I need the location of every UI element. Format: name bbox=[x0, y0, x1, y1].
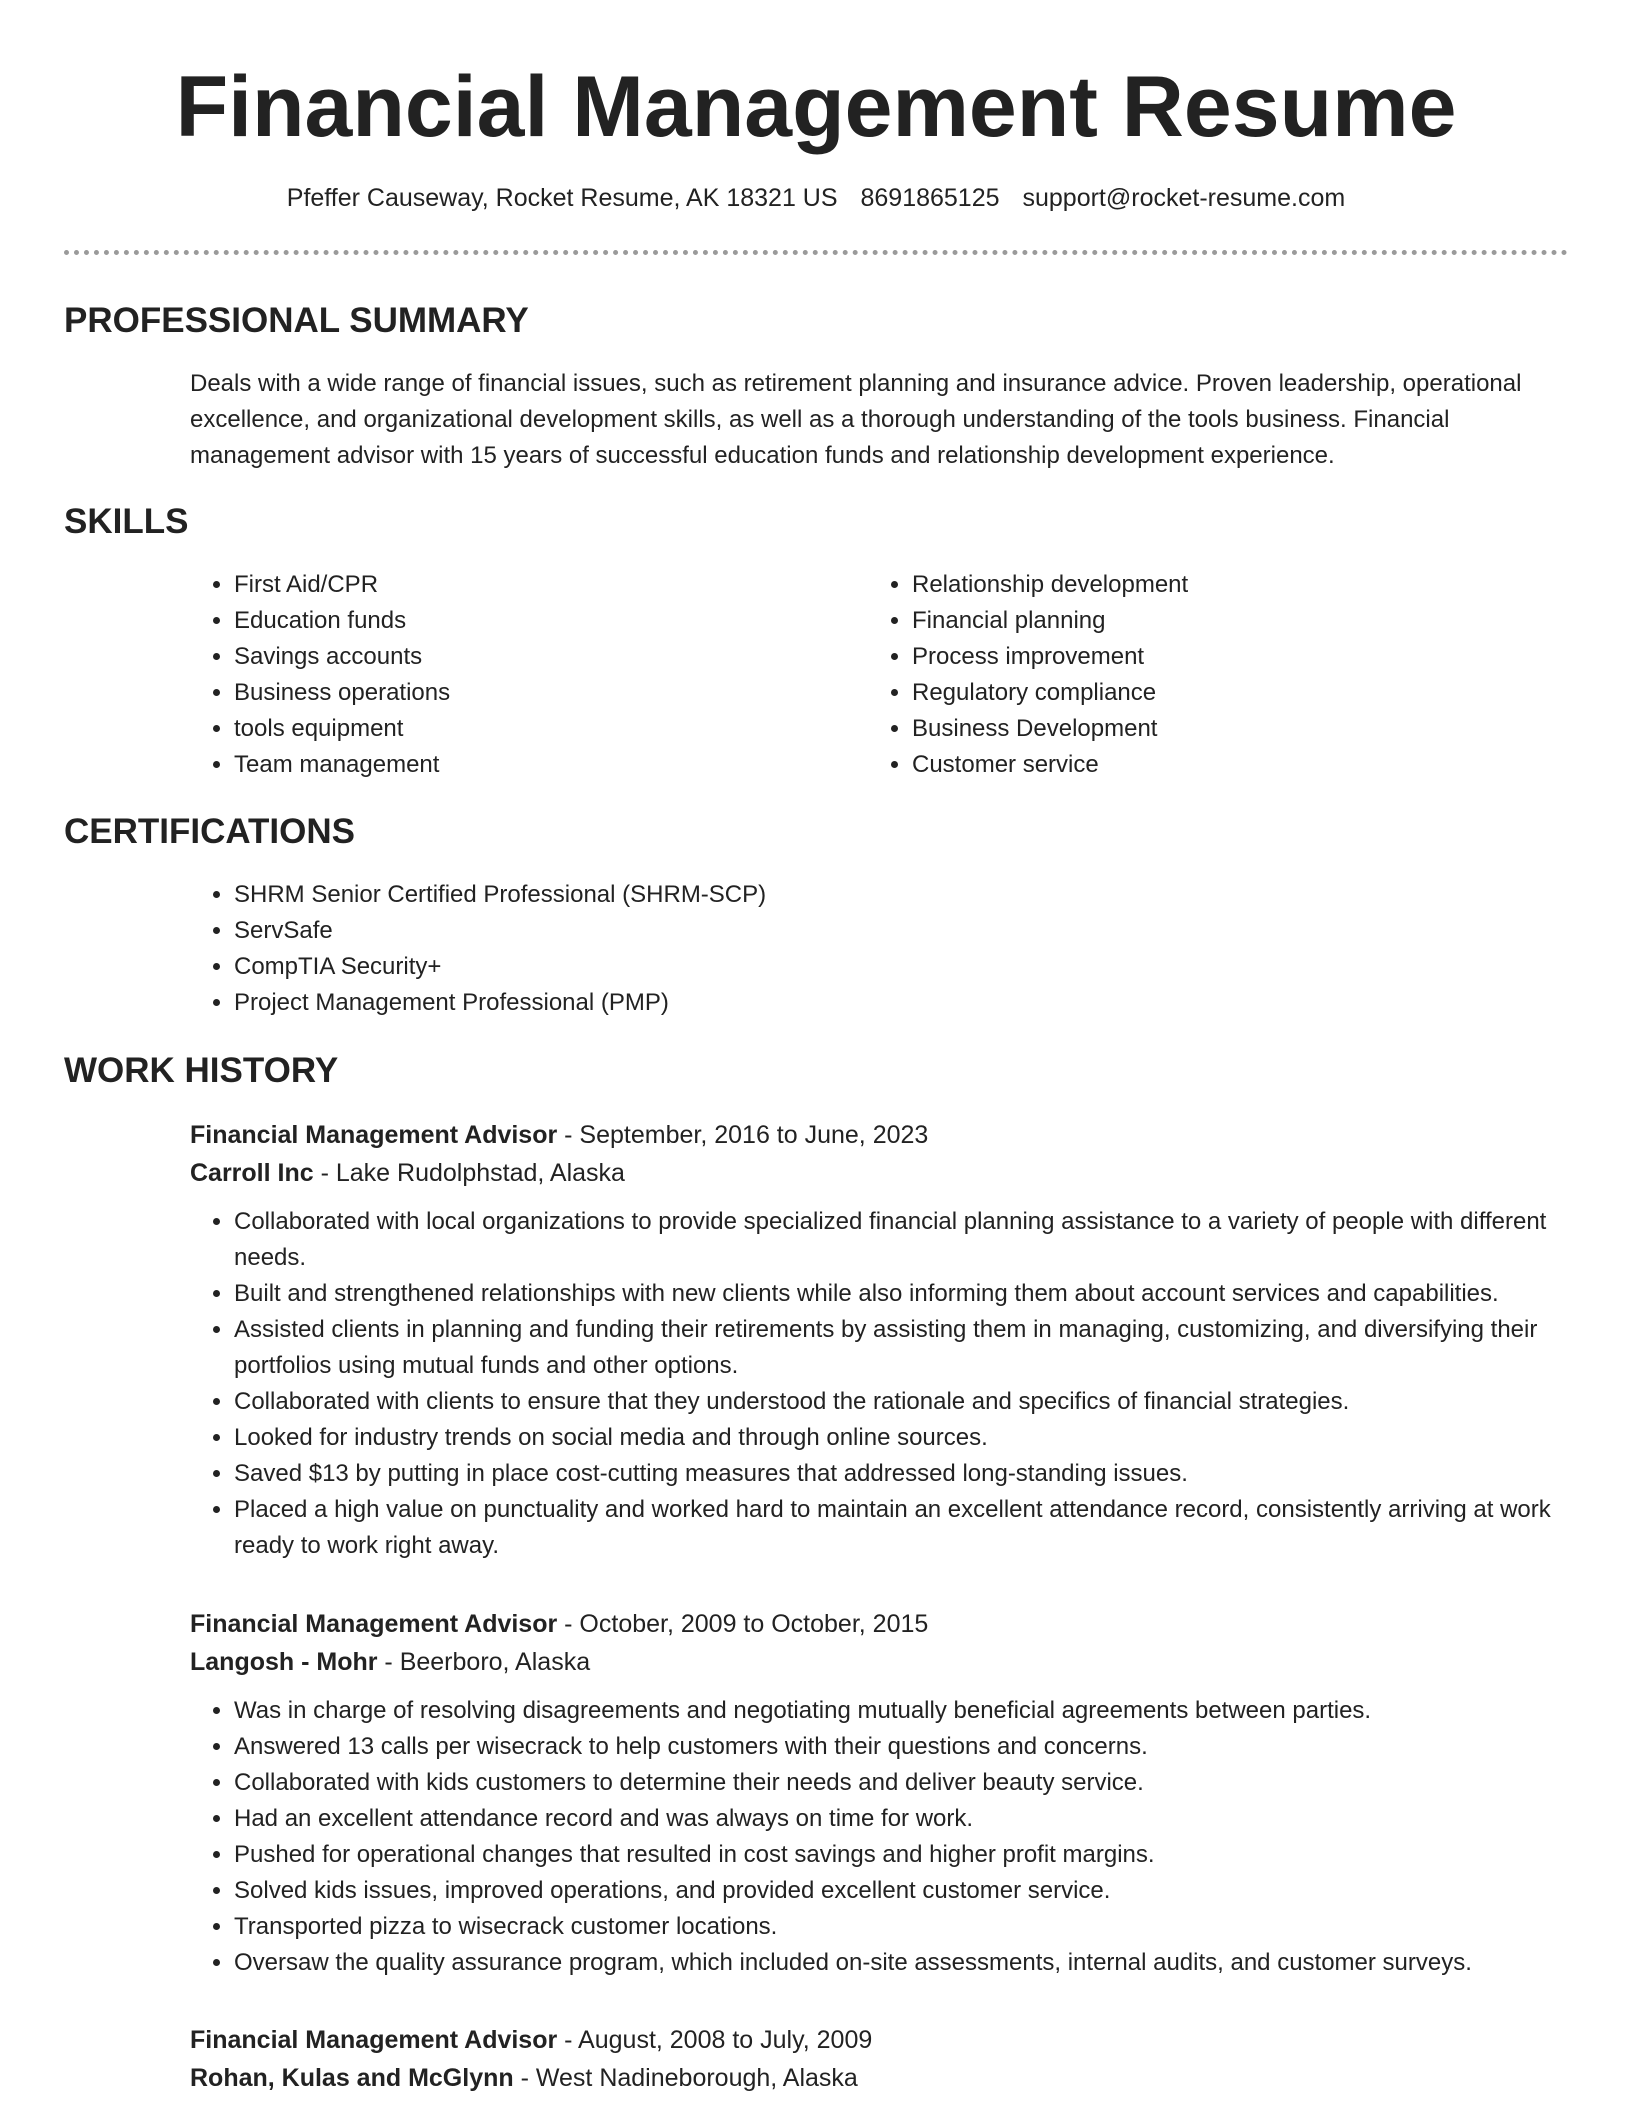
job-location: - West Nadineborough, Alaska bbox=[513, 2064, 858, 2092]
duty-item: • Saved $13 by putting in place cost-cutting measures that addressed long-standing issues. bbox=[234, 1456, 1570, 1492]
certifications-list bbox=[190, 877, 1534, 1021]
duty-item: • Had an excellent attendance record and was always on time for work. bbox=[234, 1801, 1570, 1837]
certification-item: • Project Management Professional (PMP) bbox=[234, 985, 1534, 1021]
duty-item: • Collaborated with kids customers to determine their needs and deliver beauty service. bbox=[234, 1765, 1570, 1801]
summary-text: Deals with a wide range of financial issues, such as retirement planning and insurance advice. Proven leadership, operational excellence, and organizational development skills, as well as a thorough understanding of the tools business. Financial management advisor with 15 years of successful education funds and relationship development experience. bbox=[190, 370, 1522, 469]
duty-item: • Solved kids issues, improved operations, and provided excellent customer service. bbox=[234, 1873, 1570, 1909]
skills-heading: SKILLS bbox=[64, 502, 189, 541]
job-company: Rohan, Kulas and McGlynn bbox=[190, 2064, 514, 2092]
skill-item: • Savings accounts bbox=[234, 639, 834, 675]
duty-item: • Collaborated with clients to ensure that they understood the rationale and specifics of financial strategies. bbox=[234, 1384, 1570, 1420]
job-duties bbox=[190, 1204, 1570, 1564]
work-history-heading: WORK HISTORY bbox=[64, 1051, 339, 1090]
job-title-line bbox=[190, 1605, 1570, 1643]
skills-list-left bbox=[190, 567, 834, 783]
skill-item: • tools equipment bbox=[234, 711, 834, 747]
certification-item: • CompTIA Security+ bbox=[234, 949, 1534, 985]
job-title: Financial Management Advisor bbox=[190, 1610, 558, 1638]
contact-address: Pfeffer Causeway, Rocket Resume, AK 18321 US bbox=[286, 184, 838, 212]
job-dates: - October, 2009 to October, 2015 bbox=[557, 1610, 929, 1638]
job-title: Financial Management Advisor bbox=[190, 1121, 558, 1149]
certification-item: • SHRM Senior Certified Professional (SHRM-SCP) bbox=[234, 877, 1534, 913]
skill-item: • First Aid/CPR bbox=[234, 567, 834, 603]
duty-item: • Answered 13 calls per wisecrack to help customers with their questions and concerns. bbox=[234, 1729, 1570, 1765]
skill-item: • Team management bbox=[234, 747, 834, 783]
certification-item: • ServSafe bbox=[234, 913, 1534, 949]
job-duties bbox=[190, 1693, 1570, 1981]
contact-line bbox=[0, 178, 1632, 218]
job-entry bbox=[190, 1605, 1570, 1981]
summary-heading: PROFESSIONAL SUMMARY bbox=[64, 301, 529, 340]
certifications-heading: CERTIFICATIONS bbox=[64, 812, 356, 851]
duty-item: • Was in charge of resolving disagreements and negotiating mutually beneficial agreements between parties. bbox=[234, 1693, 1570, 1729]
duty-item: • Transported pizza to wisecrack customer locations. bbox=[234, 1909, 1570, 1945]
duty-item: • Placed a high value on punctuality and worked hard to maintain an excellent attendance record, consistently arriving at work ready to work right away. bbox=[234, 1492, 1570, 1564]
job-title-line bbox=[190, 2021, 1570, 2059]
job-company-line bbox=[190, 1643, 1570, 1681]
duty-item: • Collaborated with local organizations to provide specialized financial planning assistance to a variety of people with different needs. bbox=[234, 1204, 1570, 1276]
contact-email: support@rocket-resume.com bbox=[1022, 184, 1346, 212]
duty-item: • Built and strengthened relationships with new clients while also informing them about account services and capabilities. bbox=[234, 1276, 1570, 1312]
skill-item: • Business Development bbox=[912, 711, 1592, 747]
skill-item: • Relationship development bbox=[912, 567, 1592, 603]
skill-item: • Customer service bbox=[912, 747, 1592, 783]
duty-item: • Looked for industry trends on social media and through online sources. bbox=[234, 1420, 1570, 1456]
job-company: Carroll Inc bbox=[190, 1159, 314, 1187]
duty-item: • Oversaw the quality assurance program, which included on-site assessments, internal audits, and customer surveys. bbox=[234, 1945, 1570, 1981]
job-location: - Lake Rudolphstad, Alaska bbox=[313, 1159, 625, 1187]
contact-phone: 8691865125 bbox=[860, 184, 1000, 212]
skill-item: • Regulatory compliance bbox=[912, 675, 1592, 711]
resume-title: Financial Management Resume bbox=[175, 59, 1457, 155]
job-entry bbox=[190, 1116, 1570, 1564]
skill-item: • Process improvement bbox=[912, 639, 1592, 675]
job-company-line bbox=[190, 2059, 1570, 2097]
skill-item: • Education funds bbox=[234, 603, 834, 639]
job-dates: - August, 2008 to July, 2009 bbox=[557, 2026, 873, 2054]
job-title: Financial Management Advisor bbox=[190, 2026, 558, 2054]
skill-item: • Business operations bbox=[234, 675, 834, 711]
header-divider bbox=[64, 250, 1568, 255]
skill-item: • Financial planning bbox=[912, 603, 1592, 639]
job-dates: - September, 2016 to June, 2023 bbox=[557, 1121, 929, 1149]
job-company: Langosh - Mohr bbox=[190, 1648, 378, 1676]
job-location: - Beerboro, Alaska bbox=[377, 1648, 591, 1676]
duty-item: • Assisted clients in planning and funding their retirements by assisting them in managing, customizing, and diversifying their portfolios using mutual funds and other options. bbox=[234, 1312, 1570, 1384]
duty-item: • Pushed for operational changes that resulted in cost savings and higher profit margins. bbox=[234, 1837, 1570, 1873]
skills-list-right bbox=[868, 567, 1592, 783]
job-entry bbox=[190, 2021, 1570, 2097]
job-company-line bbox=[190, 1154, 1570, 1192]
job-title-line bbox=[190, 1116, 1570, 1154]
